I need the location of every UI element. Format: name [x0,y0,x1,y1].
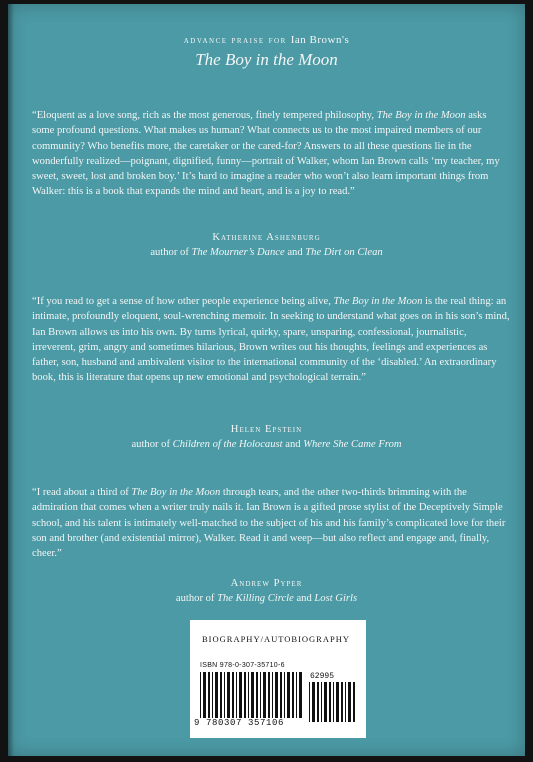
barcode-bar [284,672,285,718]
barcode-bar [212,672,213,718]
blurb-quote-1 [32,108,510,200]
book-two: The Dirt on Clean [305,247,383,258]
barcode-bar [215,672,218,718]
barcode-bar [244,672,246,718]
barcode-bar [256,672,258,718]
barcode-bar [263,672,266,718]
isbn-text: ISBN 978-0-307-35710-6 [200,662,285,669]
barcode-bar [239,672,242,718]
price-code: 62995 [310,672,335,681]
barcode-bar [200,672,201,718]
ean-digits: 9 780307 357106 [194,718,285,728]
barcode-bar [227,672,230,718]
barcode-bar [224,672,225,718]
barcode-bar [333,682,334,722]
barcode-bar [280,672,282,718]
barcode-bar [220,672,222,718]
barcode-bar [299,672,302,718]
barcode-bar [341,682,343,722]
barcode-bar [336,682,339,722]
quote-text: “Eloquent as a love song, rich as the most generous, finely tempered philosophy, [32,110,377,121]
barcode-bar [232,672,234,718]
praise-kicker [8,34,525,46]
category-label: BIOGRAPHY/AUTOBIOGRAPHY [202,634,350,644]
book-two: Lost Girls [314,593,358,604]
barcode-bar [248,672,249,718]
barcode-bar [268,672,270,718]
book-one: The Killing Circle [217,593,294,604]
quote-text: is the real thing: an intimate, profoundly eloquent, soul-wrenching memoir. In seeking to understand what goes on in his son’s mind, Ian Brown allows us into his own. By turns lyrical, quirky, spare, unsparing, confessional, journalistic, irreverent, grim, angry and sometimes hilarious, Brown writes out his thoughts, feelings and experiences as father, son, husband and ambivalent visitor to the international community of the ‘disabled.’ An extraordinary book, this is literature that opens up new emotional and psychological terrain.” [32,296,510,384]
barcode-bar [287,672,290,718]
barcode-bar [296,672,297,718]
and-label: and [293,593,315,604]
ean-barcode [200,672,304,718]
blurb-quote-2 [32,294,510,386]
barcode-bar [348,682,351,722]
blurb-quote-3 [32,485,510,561]
kicker-author: Ian Brown's [290,34,350,46]
barcode-bar [203,672,206,718]
barcode-bar [324,682,327,722]
barcode-bar [329,682,331,722]
book-one: The Mourner’s Dance [191,247,285,258]
barcode-bar [251,672,254,718]
barcode-bar [260,672,261,718]
barcode-bar [312,682,315,722]
author-of-label: author of [131,439,173,450]
book-two: Where She Came From [303,439,402,450]
author-of-label: author of [175,593,218,604]
and-label: and [284,247,306,258]
blurb-author-name: Helen Epstein [230,424,303,435]
addon-barcode [309,682,357,722]
kicker-label: advance praise for [183,35,287,46]
barcode-bar [309,682,310,722]
barcode-bar [272,672,273,718]
quote-book-title: The Boy in the Moon [376,110,466,121]
quote-book-title: The Boy in the Moon [131,487,221,498]
quote-book-title: The Boy in the Moon [333,296,423,307]
barcode-bar [275,672,278,718]
and-label: and [282,439,304,450]
quote-text: asks some profound questions. What makes us human? What connects us to the most impaired members of our community? Who benefits more, the caretaker or the cared-for? Answers to all these questions lie in the wonderfully realized—poignant, dignified, funny—portrait of Walker, whom Ian Brown calls ‘my teacher, my sweet, sweet, lost and broken boy.’ It’s hard to imagine a reader who won’t also learn important things from Walker: this is a book that expands the mind and heart, and is a joy to read.” [32,110,500,198]
blurb-author-books [8,245,525,260]
book-one: Children of the Holocaust [172,439,283,450]
back-cover [8,4,525,756]
quote-text: “If you read to get a sense of how other people experience being alive, [32,296,334,307]
blurb-author-name: Katherine Ashenburg [212,232,321,243]
book-title: The Boy in the Moon [195,50,338,69]
author-of-label: author of [150,247,192,258]
blurb-attribution-2 [8,422,525,452]
blurb-attribution-3 [8,576,525,606]
barcode-bar [345,682,346,722]
barcode-bar [317,682,319,722]
barcode-panel [190,620,366,738]
blurb-author-name: Andrew Pyper [230,578,303,589]
quote-text: “I read about a third of [32,487,132,498]
barcode-bar [353,682,355,722]
quote-text: through tears, and the other two-thirds brimming with the admiration that comes when a writer truly nails it. Ian Brown is a gifted prose stylist of the Deceptively Simple school, and his talent is intimately well-matched to the subject of his and his family’s complicated love for their son and brother (and existential mirror), Walker. Read it and weep—but also reflect and engage and, finally, cheer.” [32,487,506,560]
barcode-bar [292,672,294,718]
blurb-author-books [8,591,525,606]
barcode-bar [321,682,322,722]
blurb-attribution-1 [8,230,525,260]
blurb-author-books [8,437,525,452]
barcode-bar [236,672,237,718]
barcode-bar [208,672,210,718]
spine-shadow [8,4,14,756]
